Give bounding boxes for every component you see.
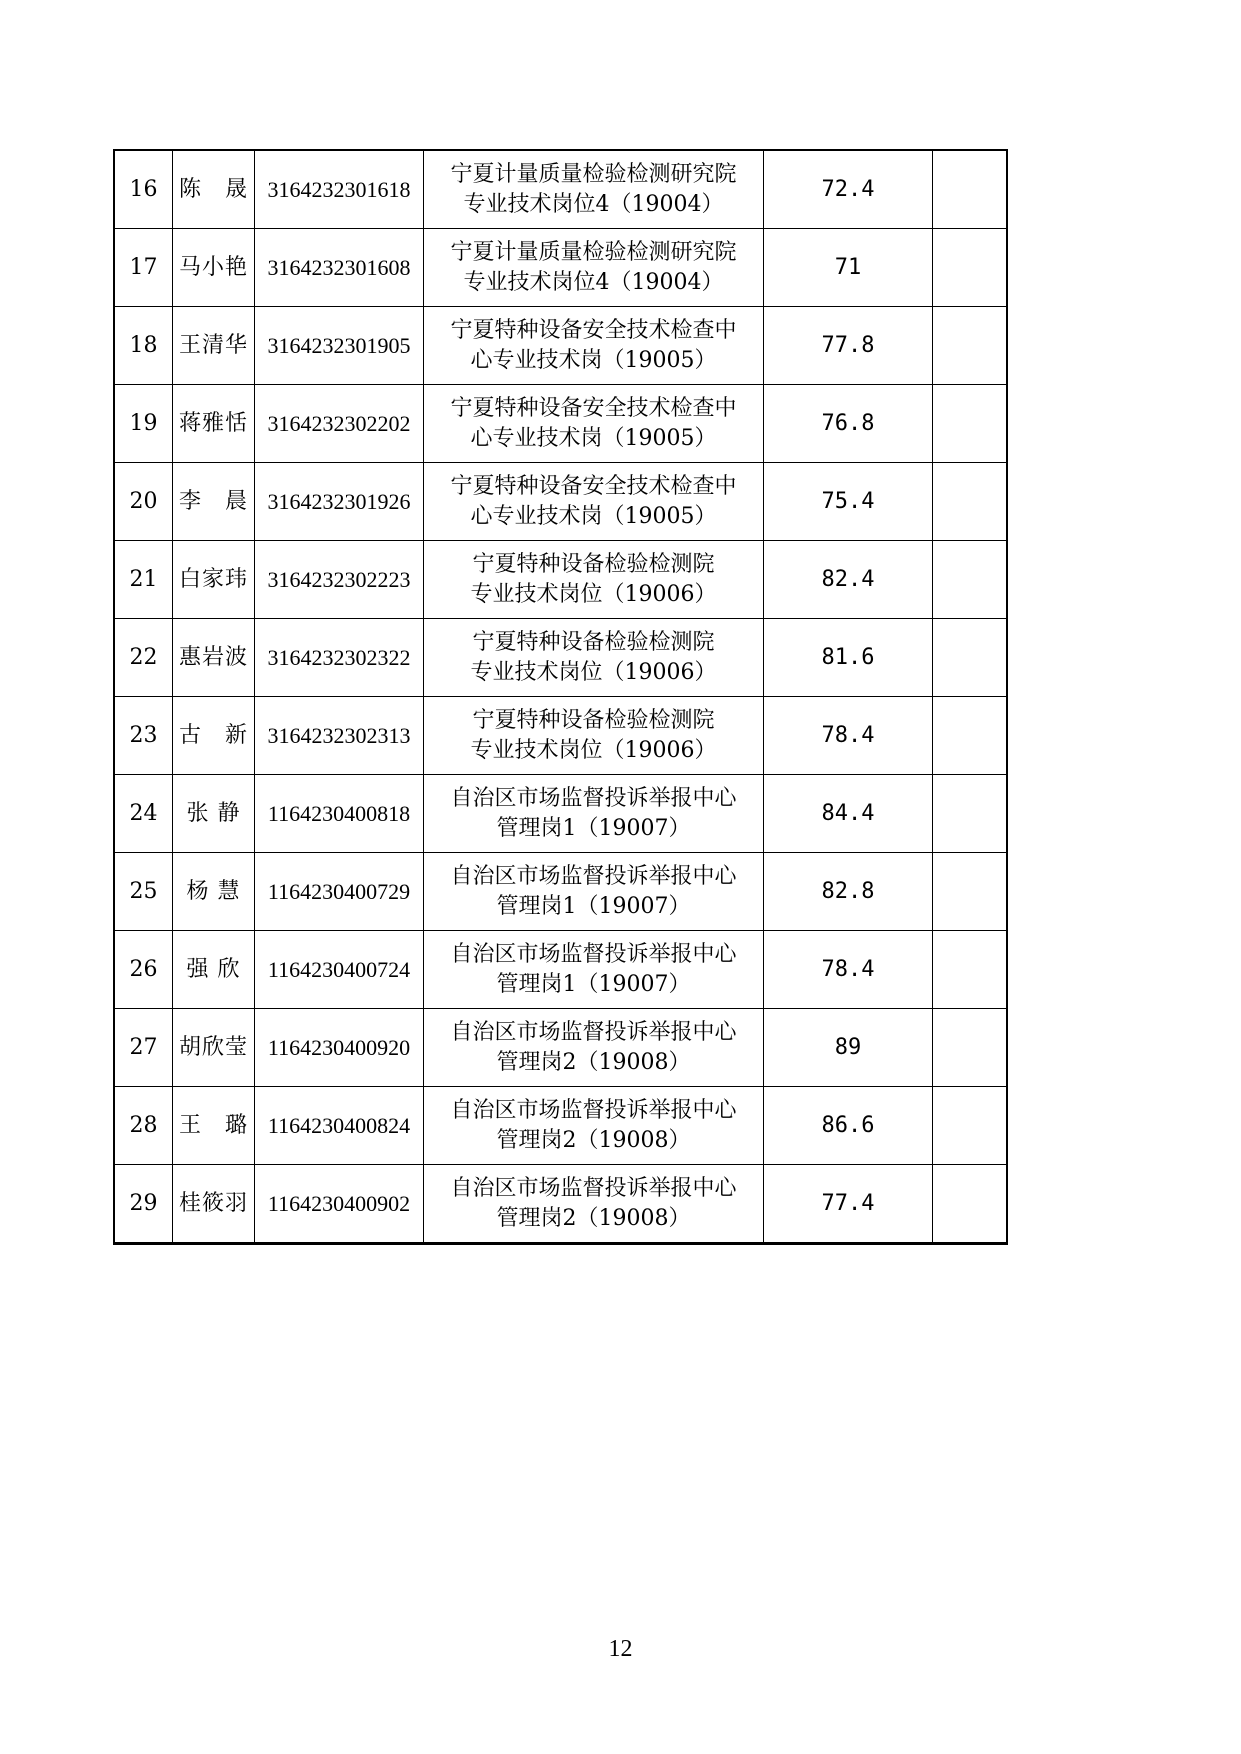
row-number-cell: 16 <box>114 150 173 229</box>
candidate-name-cell: 马小艳 <box>173 229 255 307</box>
position-line-2: 专业技术岗位（19006） <box>470 581 717 607</box>
position-line-1: 宁夏特种设备检验检测院 <box>472 629 715 655</box>
position-line-2: 专业技术岗位（19006） <box>470 659 717 685</box>
note-cell <box>933 697 1008 775</box>
row-number-cell: 25 <box>114 853 173 931</box>
position-line-1: 自治区市场监督投诉举报中心 <box>450 863 737 889</box>
score-cell: 78.4 <box>764 697 933 775</box>
row-number-cell: 23 <box>114 697 173 775</box>
candidate-name-cell: 强 欣 <box>173 931 255 1009</box>
position-line-1: 自治区市场监督投诉举报中心 <box>450 1175 737 1201</box>
candidate-name-cell: 白家玮 <box>173 541 255 619</box>
position-line-2: 心专业技术岗（19005） <box>470 425 717 451</box>
results-table <box>113 149 1008 1245</box>
note-cell <box>933 1087 1008 1165</box>
exam-id-cell: 3164232302313 <box>255 697 424 775</box>
exam-id-cell: 3164232301608 <box>255 229 424 307</box>
position-line-1: 自治区市场监督投诉举报中心 <box>450 1019 737 1045</box>
score-cell: 71 <box>764 229 933 307</box>
row-number-cell: 17 <box>114 229 173 307</box>
note-cell <box>933 463 1008 541</box>
score-cell: 78.4 <box>764 931 933 1009</box>
position-line-2: 管理岗1（19007） <box>496 815 691 841</box>
score-cell: 77.4 <box>764 1165 933 1244</box>
position-line-2: 管理岗2（19008） <box>496 1049 691 1075</box>
position-cell <box>424 385 764 463</box>
position-line-2: 专业技术岗位（19006） <box>470 737 717 763</box>
exam-id-cell: 1164230400724 <box>255 931 424 1009</box>
candidate-name-cell: 惠岩波 <box>173 619 255 697</box>
table-row <box>114 307 1007 385</box>
note-cell <box>933 1009 1008 1087</box>
score-cell: 77.8 <box>764 307 933 385</box>
row-number-cell: 19 <box>114 385 173 463</box>
score-cell: 72.4 <box>764 150 933 229</box>
row-number-cell: 21 <box>114 541 173 619</box>
candidate-name-cell: 桂筱羽 <box>173 1165 255 1244</box>
position-line-1: 自治区市场监督投诉举报中心 <box>450 941 737 967</box>
note-cell <box>933 541 1008 619</box>
position-line-1: 宁夏计量质量检验检测研究院 <box>450 239 737 265</box>
position-line-2: 专业技术岗位4（19004） <box>463 269 724 295</box>
exam-id-cell: 1164230400824 <box>255 1087 424 1165</box>
exam-id-cell: 1164230400818 <box>255 775 424 853</box>
position-cell <box>424 775 764 853</box>
table-row <box>114 1009 1007 1087</box>
table-row <box>114 229 1007 307</box>
exam-id-cell: 3164232301905 <box>255 307 424 385</box>
score-cell: 86.6 <box>764 1087 933 1165</box>
position-line-1: 宁夏特种设备检验检测院 <box>472 707 715 733</box>
exam-id-cell: 3164232302223 <box>255 541 424 619</box>
position-cell <box>424 541 764 619</box>
row-number-cell: 29 <box>114 1165 173 1244</box>
score-cell: 84.4 <box>764 775 933 853</box>
position-line-1: 自治区市场监督投诉举报中心 <box>450 1097 737 1123</box>
note-cell <box>933 229 1008 307</box>
position-line-2: 心专业技术岗（19005） <box>470 347 717 373</box>
score-cell: 81.6 <box>764 619 933 697</box>
results-table-body <box>114 150 1007 1244</box>
row-number-cell: 20 <box>114 463 173 541</box>
score-cell: 75.4 <box>764 463 933 541</box>
candidate-name-cell: 杨 慧 <box>173 853 255 931</box>
candidate-name-cell: 张 静 <box>173 775 255 853</box>
position-cell <box>424 1009 764 1087</box>
position-cell <box>424 463 764 541</box>
position-line-2: 管理岗1（19007） <box>496 893 691 919</box>
candidate-name-cell: 王清华 <box>173 307 255 385</box>
table-row <box>114 775 1007 853</box>
table-row <box>114 931 1007 1009</box>
position-cell <box>424 931 764 1009</box>
note-cell <box>933 385 1008 463</box>
score-cell: 82.8 <box>764 853 933 931</box>
position-line-1: 宁夏计量质量检验检测研究院 <box>450 161 737 187</box>
candidate-name-cell: 陈 晟 <box>173 150 255 229</box>
score-cell: 82.4 <box>764 541 933 619</box>
position-cell <box>424 150 764 229</box>
row-number-cell: 22 <box>114 619 173 697</box>
table-row <box>114 541 1007 619</box>
position-line-2: 管理岗2（19008） <box>496 1127 691 1153</box>
exam-id-cell: 3164232301926 <box>255 463 424 541</box>
position-cell <box>424 1087 764 1165</box>
score-cell: 76.8 <box>764 385 933 463</box>
position-line-1: 宁夏特种设备检验检测院 <box>472 551 715 577</box>
row-number-cell: 27 <box>114 1009 173 1087</box>
table-row <box>114 619 1007 697</box>
position-cell <box>424 307 764 385</box>
note-cell <box>933 853 1008 931</box>
position-cell <box>424 697 764 775</box>
row-number-cell: 28 <box>114 1087 173 1165</box>
score-cell: 89 <box>764 1009 933 1087</box>
table-row <box>114 1165 1007 1244</box>
position-cell <box>424 853 764 931</box>
position-line-1: 宁夏特种设备安全技术检查中 <box>450 317 737 343</box>
note-cell <box>933 307 1008 385</box>
exam-id-cell: 1164230400920 <box>255 1009 424 1087</box>
table-row <box>114 463 1007 541</box>
exam-id-cell: 3164232301618 <box>255 150 424 229</box>
exam-id-cell: 3164232302322 <box>255 619 424 697</box>
position-line-2: 心专业技术岗（19005） <box>470 503 717 529</box>
note-cell <box>933 931 1008 1009</box>
note-cell <box>933 619 1008 697</box>
note-cell <box>933 1165 1008 1244</box>
table-row <box>114 385 1007 463</box>
position-line-2: 专业技术岗位4（19004） <box>463 191 724 217</box>
note-cell <box>933 150 1008 229</box>
position-cell <box>424 1165 764 1244</box>
position-line-2: 管理岗1（19007） <box>496 971 691 997</box>
table-row <box>114 150 1007 229</box>
row-number-cell: 24 <box>114 775 173 853</box>
row-number-cell: 26 <box>114 931 173 1009</box>
note-cell <box>933 775 1008 853</box>
position-line-1: 宁夏特种设备安全技术检查中 <box>450 395 737 421</box>
page-number: 12 <box>608 1636 633 1662</box>
position-line-2: 管理岗2（19008） <box>496 1205 691 1231</box>
table-row <box>114 853 1007 931</box>
position-cell <box>424 229 764 307</box>
table-row <box>114 1087 1007 1165</box>
position-line-1: 宁夏特种设备安全技术检查中 <box>450 473 737 499</box>
candidate-name-cell: 王 璐 <box>173 1087 255 1165</box>
candidate-name-cell: 李 晨 <box>173 463 255 541</box>
candidate-name-cell: 古 新 <box>173 697 255 775</box>
exam-id-cell: 3164232302202 <box>255 385 424 463</box>
position-cell <box>424 619 764 697</box>
exam-id-cell: 1164230400729 <box>255 853 424 931</box>
row-number-cell: 18 <box>114 307 173 385</box>
position-line-1: 自治区市场监督投诉举报中心 <box>450 785 737 811</box>
candidate-name-cell: 胡欣莹 <box>173 1009 255 1087</box>
exam-id-cell: 1164230400902 <box>255 1165 424 1244</box>
table-row <box>114 697 1007 775</box>
candidate-name-cell: 蒋雅恬 <box>173 385 255 463</box>
